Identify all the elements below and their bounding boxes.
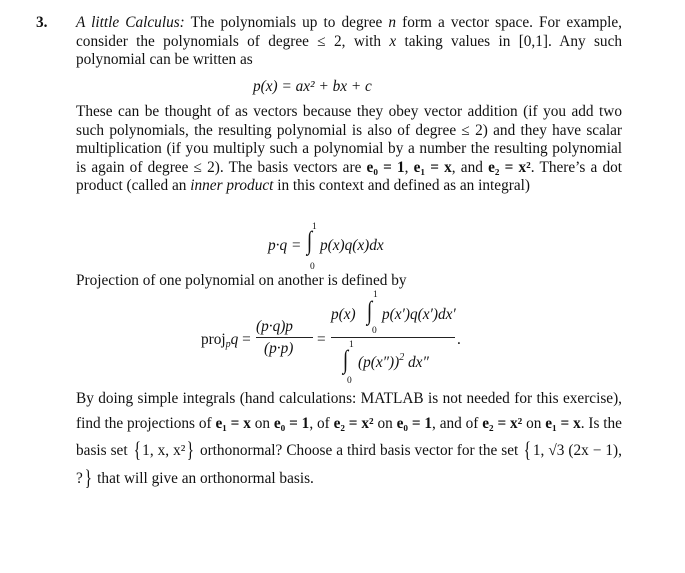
problem-number: 3. [36, 14, 48, 31]
intro-title: A little Calculus: [76, 14, 185, 31]
basis-set: 1, x, x² [142, 442, 186, 459]
fraction-bar [331, 337, 455, 338]
integral-sign: ∫ [306, 226, 313, 255]
vector-paragraph: These can be thought of as vectors because they obey vector addition (if you add two such polynomials, the resulting polynomial is also of degree ≤ 2) and they have scalar multiplication (if you multiply such a polynomial by a number the resulting polynomial is again of degree ≤ 2). The basis vectors are e₀ = 1, e₁ = x, and e₂ = x². There’s a dot product (called an inner product in this context and defined as an integral) [76, 103, 623, 194]
fraction-bar [256, 337, 313, 338]
final-paragraph: By doing simple integrals (hand calculations: MATLAB is not needed for this exercise), find the projections of e₁ = x on e₀ = 1, of e₂ = x² on e₀ = 1, and of e₂ = x² on e₁ = x. Is the basis set { 1, x, x²} orthonormal? Choose a third basis vector for the set { 1, √3 (2x − 1), ?} that will give an orthonormal basis. [76, 390, 622, 490]
document-page: 3. A little Calculus: The polynomials up to degree n form a vector space. For example, consider the polynomials of degree ≤ 2, with x taking values in [0,1]. Any such polynomial can be written as p(x) = ax² + bx + c These can be thought of as vectors because they obey vector addition (if you add two such polynomials, the resulting polynomial is also of degree ≤ 2) and they have scalar multiplication (if you multiply such a polynomial by a number the resulting polynomial is again of degree ≤ 2). The basis vectors are e₀ = 1, e₁ = x, and e₂ = x². There’s a dot product (called an inner product in this context and defined as an integral) p·q = 1 ∫ 0 p(x)q(x)dx Projection of one polynomial on another is defined by projpq = (p·q)p (p·p) = p(x) 1 ∫ 0 p(x′)q(x′)dx′ . 1 ∫ 0 $(p(x''))^2$ dx″ By doing simple integrals (hand calculations: MATLAB is not needed for this exercise), find the projections of e₁ = x on e₀ = 1, of e₂ = x² on e₀ = 1, and of e₂ = x² on e₁ = x. Is the basis set { 1, x, x²} orthonormal? Choose a third basis vector for the set { 1, √3 (2x − 1), ?} that will give an orthonormal basis. [36, 14, 623, 490]
polynomial-equation: p(x) = ax² + bx + c [253, 78, 372, 95]
orthonormal-set: 1, √3 (2x − 1), ? [76, 442, 622, 487]
intro-paragraph: A little Calculus: The polynomials up to degree n form a vector space. For example, consider the polynomials of degree ≤ 2, with x taking values in [0,1]. Any such polynomial can be written as [76, 14, 623, 68]
projection-text: Projection of one polynomial on another is defined by [76, 272, 407, 289]
